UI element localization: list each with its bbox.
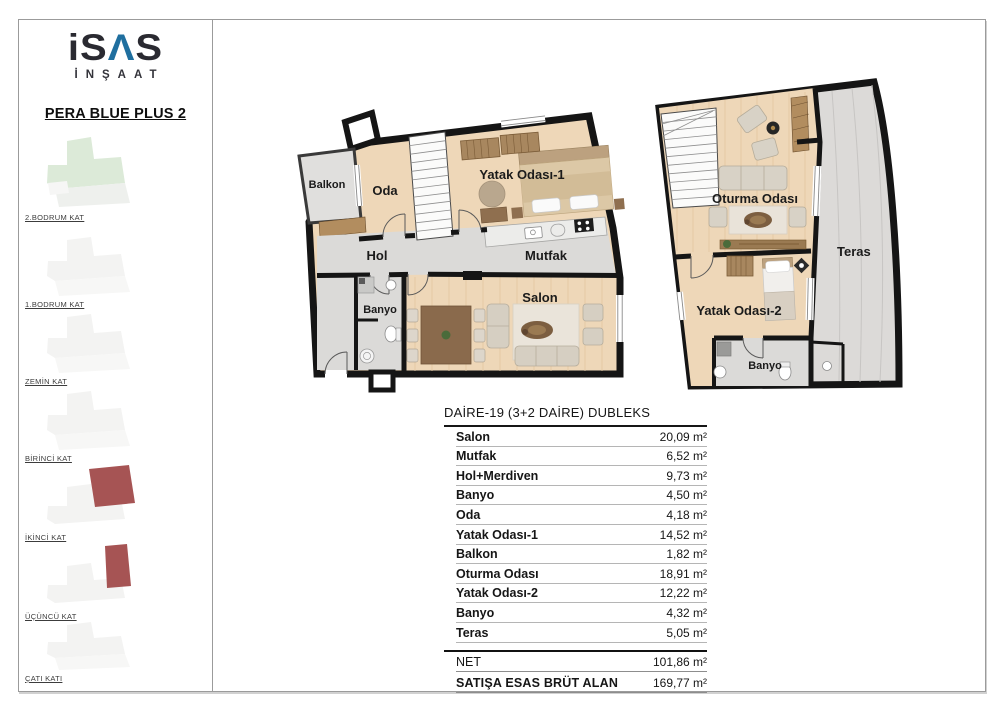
room-area: 9,73 m²	[666, 468, 707, 483]
table-title: DAİRE-19 (3+2 DAİRE) DUBLEKS	[444, 405, 707, 427]
nightstand	[614, 198, 625, 210]
shaft	[345, 113, 378, 149]
dresser	[480, 207, 507, 223]
room-name: Banyo	[456, 605, 495, 620]
lower-floor-plan	[275, 80, 640, 405]
summary-row	[456, 672, 707, 693]
room-name: Yatak Odası-2	[456, 586, 538, 601]
unit-highlight	[89, 465, 135, 507]
room-hol-floor2	[317, 276, 356, 370]
floor-label: BİRİNCİ KAT	[25, 454, 72, 463]
floor-footprint-highlight	[33, 542, 183, 610]
floor-label: 2.BODRUM KAT	[25, 213, 85, 222]
room-name: Banyo	[456, 488, 495, 503]
floor-section-1bodrum	[19, 234, 212, 314]
label-banyo: Banyo	[363, 304, 397, 316]
floor-label: ZEMİN KAT	[25, 377, 68, 386]
floor-label: İKİNCİ KAT	[25, 533, 67, 542]
label-oturma: Oturma Odası	[712, 191, 798, 206]
table-row	[456, 545, 707, 565]
table-row	[456, 427, 707, 447]
room-name: Teras	[456, 625, 489, 640]
room-name: Oturma Odası	[456, 566, 539, 581]
sideboard	[720, 240, 806, 249]
table-row	[456, 603, 707, 623]
room-area: 4,18 m²	[666, 507, 707, 522]
room-area: 14,52 m²	[659, 527, 707, 542]
room-area: 18,91 m²	[659, 566, 707, 581]
area-table	[444, 405, 707, 693]
upper-floor-plan	[647, 66, 932, 401]
wc-sink	[823, 362, 832, 371]
armchair	[583, 328, 603, 345]
armchair	[789, 207, 806, 227]
project-title: PERA BLUE PLUS 2	[44, 106, 187, 122]
label-salon: Salon	[522, 290, 558, 305]
room-name: Hol+Merdiven	[456, 468, 539, 483]
bathroom-sink	[714, 366, 726, 378]
room-area: 4,50 m²	[666, 488, 707, 503]
table-rows	[456, 427, 707, 643]
washer	[717, 342, 731, 356]
label-yatak2: Yatak Odası-2	[696, 303, 782, 318]
summary-name: SATIŞA ESAS BRÜT ALAN	[456, 675, 619, 690]
floor-footprint	[33, 311, 183, 375]
floor-section-ikinci	[19, 463, 212, 545]
bottom-notch	[371, 372, 393, 390]
armchair	[583, 304, 603, 321]
sink-icon	[525, 227, 543, 239]
floor-footprint	[33, 620, 183, 672]
label-teras: Teras	[837, 244, 871, 259]
toilet	[385, 326, 397, 342]
floor-label: ÜÇÜNCÜ KAT	[25, 612, 77, 621]
round-rug	[479, 181, 505, 207]
logo-a-glyph: Λ	[107, 27, 136, 69]
room-name: Mutfak	[456, 449, 497, 464]
floor-section-zemin	[19, 311, 212, 391]
label-upper-banyo: Banyo	[748, 360, 782, 372]
table-row	[456, 584, 707, 604]
table-row	[456, 466, 707, 486]
nightstand	[511, 207, 523, 219]
floor-label: 1.BODRUM KAT	[25, 300, 85, 309]
room-area: 20,09 m²	[659, 429, 707, 444]
floor-label: ÇATI KATI	[25, 674, 63, 683]
unit-highlight	[105, 544, 131, 588]
logo-wordmark: iSΛS	[67, 27, 164, 69]
room-name: Balkon	[456, 547, 498, 562]
label-yatak1: Yatak Odası-1	[479, 167, 565, 182]
summary-area: 169,77 m²	[652, 675, 707, 690]
floor-footprint-green	[33, 131, 183, 211]
floor-footprint-highlight	[33, 463, 183, 531]
stove-icon	[574, 218, 594, 233]
table-row	[456, 505, 707, 525]
stairs	[409, 132, 453, 240]
label-hol: Hol	[366, 248, 388, 263]
label-oda: Oda	[372, 183, 398, 198]
room-name: Oda	[456, 507, 481, 522]
label-mutfak: Mutfak	[525, 248, 567, 263]
room-name: Yatak Odası-1	[456, 527, 538, 542]
sofa	[515, 346, 579, 366]
bathroom-sink	[386, 280, 396, 290]
table-row	[456, 564, 707, 584]
floor-section-2bodrum	[19, 131, 212, 225]
room-area: 1,82 m²	[666, 547, 707, 562]
floor-section-birinci	[19, 388, 212, 468]
table-row	[456, 486, 707, 506]
table-row	[456, 447, 707, 467]
floor-section-ucuncu	[19, 542, 212, 624]
sofa	[719, 166, 787, 190]
room-area: 12,22 m²	[659, 586, 707, 601]
logo-subtitle: İNŞAAT	[74, 69, 165, 81]
summary-row	[456, 652, 707, 673]
table-summary	[444, 650, 707, 693]
floor-section-cati	[19, 620, 212, 688]
armchair	[709, 207, 727, 227]
summary-name: NET	[456, 655, 481, 670]
table-row	[456, 525, 707, 545]
washer	[360, 349, 374, 363]
sidebar	[19, 20, 213, 691]
sheet-frame	[18, 19, 986, 692]
company-logo	[19, 28, 212, 81]
room-area: 5,05 m²	[666, 625, 707, 640]
summary-area: 101,86 m²	[652, 655, 707, 670]
room-area: 4,32 m²	[666, 605, 707, 620]
room-area: 6,52 m²	[666, 449, 707, 464]
floor-footprint	[33, 234, 183, 298]
label-balkon: Balkon	[308, 179, 346, 191]
floor-footprint	[33, 388, 183, 452]
table-row	[456, 623, 707, 643]
room-name: Salon	[456, 429, 491, 444]
